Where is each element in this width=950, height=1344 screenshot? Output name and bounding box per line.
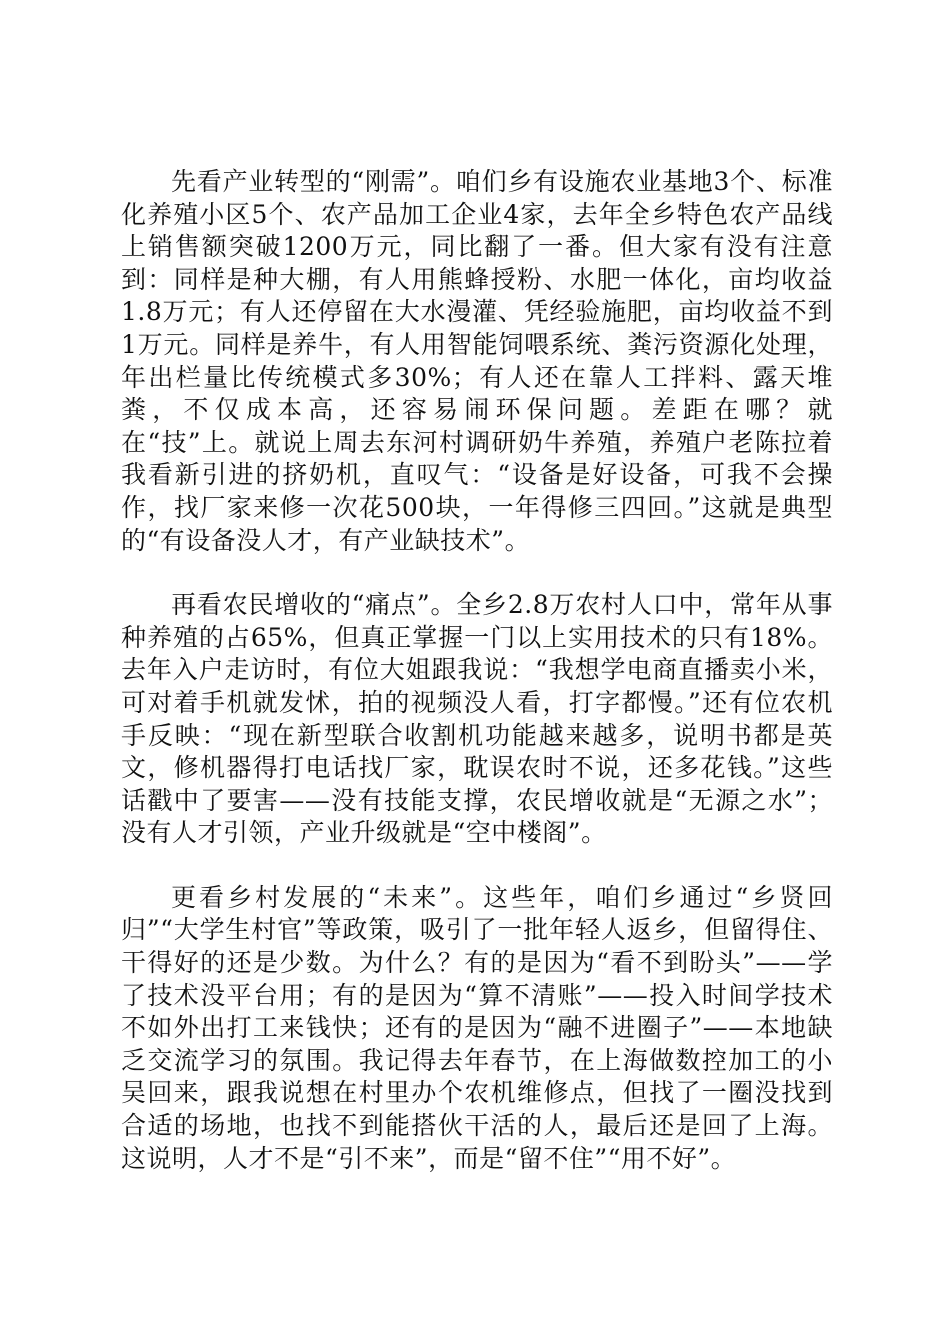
- document-body: [121, 166, 833, 1207]
- paragraph-farmer-income: 再看农民增收的“痛点”。全乡2.8万农村人口中，常年从事种养殖的占65%，但真正掌握一门以上实用技术的只有18%。去年入户走访时，有位大姐跟我说：“我想学电商直播卖小米，可对着手机就发怵，拍的视频没人看，打字都慢。”还有位农机手反映：“现在新型联合收割机功能越来越多，说明书都是英文，修机器得打电话找厂家，耽误农时不说，还多花钱。”这些话戳中了要害——没有技能支撑，农民增收就是“无源之水”；没有人才引领，产业升级就是“空中楼阁”。: [121, 590, 833, 848]
- paragraph-rural-future: 更看乡村发展的“未来”。这些年，咱们乡通过“乡贤回归”“大学生村官”等政策，吸引了一批年轻人返乡，但留得住、干得好的还是少数。为什么？有的是因为“看不到盼头”——学了技术没平台用；有的是因为“算不清账”——投入时间学技术不如外出打工来钱快；还有的是因为“融不进圈子”——本地缺乏交流学习的氛围。我记得去年春节，在上海做数控加工的小吴回来，跟我说想在村里办个农机维修点，但找了一圈没找到合适的场地，也找不到能搭伙干活的人，最后还是回了上海。这说明，人才不是“引不来”，而是“留不住”“用不好”。: [121, 882, 833, 1173]
- paragraph-industry-transformation: 先看产业转型的“刚需”。咱们乡有设施农业基地3个、标准化养殖小区5个、农产品加工企业4家，去年全乡特色农产品线上销售额突破1200万元，同比翻了一番。但大家有没有注意到：同样是种大棚，有人用熊蜂授粉、水肥一体化，亩均收益1.8万元；有人还停留在大水漫灌、凭经验施肥，亩均收益不到1万元。同样是养牛，有人用智能饲喂系统、粪污资源化处理，年出栏量比传统模式多30%；有人还在靠人工拌料、露天堆粪，不仅成本高，还容易闹环保问题。差距在哪？就在“技”上。就说上周去东河村调研奶牛养殖，养殖户老陈拉着我看新引进的挤奶机，直叹气：“设备是好设备，可我不会操作，找厂家来修一次花500块，一年得修三四回。”这就是典型的“有设备没人才，有产业缺技术”。: [121, 167, 833, 555]
